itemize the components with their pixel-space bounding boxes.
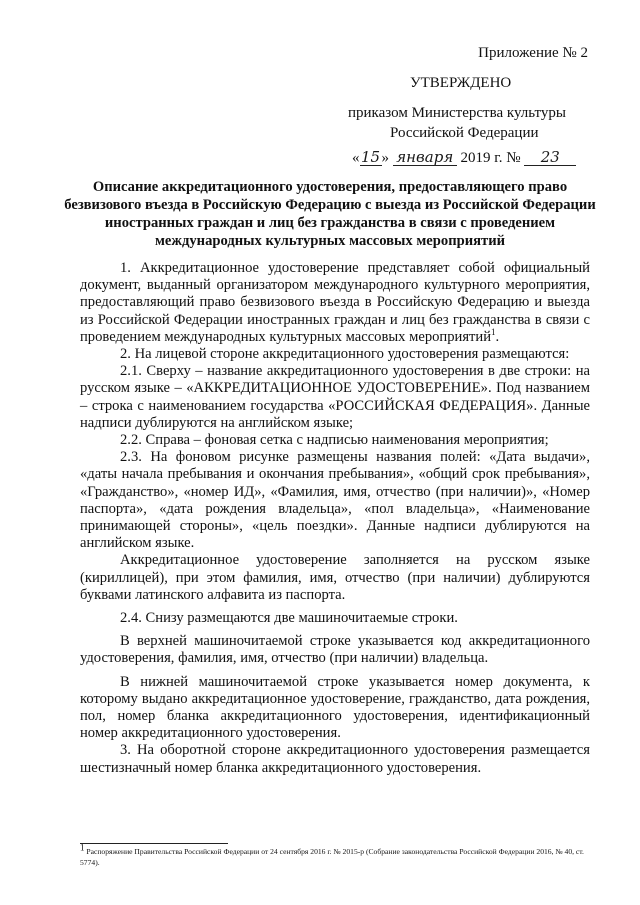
document-title: Описание аккредитационного удостоверения, предоставляющего право безвизового въезда в Российскую Федерацию с выезда из Российской Федерации иностранных граждан и лиц без гражданства в связи с проведением международных культурных массовых мероприятий <box>64 179 596 249</box>
order-line-1: приказом Министерства культуры <box>348 105 566 121</box>
paragraph-2-1: 2.1. Сверху – название аккредитационного удостоверения в две строки: на русском языке – «АККРЕДИТАЦИОННОЕ УДОСТОВЕРЕНИЕ». Под названием – строка с наименованием государства «РОССИЙСКАЯ ФЕДЕРАЦИЯ». Данные надписи дублируются на английском языке; <box>80 363 590 431</box>
paragraph-2-4: 2.4. Снизу размещаются две машиночитаемые строки. <box>120 610 458 627</box>
handwritten-day: 15 <box>360 148 381 166</box>
order-date-line <box>352 150 576 167</box>
paragraph-upper-mrz: В верхней машиночитаемой строке указывается код аккредитационного удостоверения, фамилия, имя, отчество (при наличии) владельца. <box>80 633 590 667</box>
order-year-number: 2019 г. № <box>460 150 521 166</box>
paragraph-2-3: 2.3. На фоновом рисунке размещены названия полей: «Дата выдачи», «даты начала пребывания и окончания пребывания», «общий срок пребывания», «Гражданство», «номер ИД», «Фамилия, имя, отчество (при наличии)», «Номер паспорта», «дата рождения владельца», «пол владельца», «Наименование принимающей стороны», «цель поездки». Данные надписи дублируются на английском языке. <box>80 449 590 552</box>
paragraph-2-2: 2.2. Справа – фоновая сетка с надписью наименования мероприятия; <box>120 432 549 449</box>
footnote <box>80 842 595 868</box>
footnote-text: Распоряжение Правительства Российской Федерации от 24 сентября 2016 г. № 2015-р (Собрание законодательства Российской Федерации 2016, № 40, ст. 5774). <box>80 847 584 867</box>
paragraph-1-text: 1. Аккредитационное удостоверение представляет собой официальный документ, выданный организатором международного культурного мероприятия, предоставляющий право безвизового въезда в Российскую Федерацию и выезда из Российской Федерации иностранных граждан и лиц без гражданства в связи с проведением международных культурных массовых мероприятий <box>80 260 590 345</box>
footnote-reference: 1 <box>491 326 496 337</box>
document-body <box>80 260 590 777</box>
date-open-quote: « <box>352 150 360 166</box>
approved-stamp-text: УТВЕРЖДЕНО <box>410 75 512 91</box>
appendix-label: Приложение № 2 <box>478 45 588 61</box>
footnote-marker: 1 <box>80 842 85 853</box>
paragraph-filling: Аккредитационное удостоверение заполняется на русском языке (кириллицей), при этом фамилия, имя, отчество (при наличии) дублируются буквами латинского алфавита из паспорта. <box>80 552 590 603</box>
paragraph-1: 1. Аккредитационное удостоверение представляет собой официальный документ, выданный организатором международного культурного мероприятия, предоставляющий право безвизового въезда в Российскую Федерацию и выезда из Российской Федерации иностранных граждан и лиц без гражданства в связи с проведением международных культурных массовых мероприятий$^1$. <box>80 260 590 345</box>
paragraph-3: 3. На оборотной стороне аккредитационного удостоверения размещается шестизначный номер бланка аккредитационного удостоверения. <box>80 742 590 776</box>
paragraph-2: 2. На лицевой стороне аккредитационного удостоверения размещаются: <box>120 346 570 363</box>
paragraph-lower-mrz: В нижней машиночитаемой строке указывается номер документа, к которому выдано аккредитационное удостоверение, гражданство, дата рождения, пол, номер бланка аккредитационного удостоверения, идентификационный номер аккредитационного удостоверения. <box>80 673 590 742</box>
footnote-divider <box>80 843 228 844</box>
handwritten-month: января <box>393 150 457 166</box>
date-close-quote: » <box>381 150 389 166</box>
handwritten-order-number: 23 <box>524 150 576 166</box>
order-line-2: Российской Федерации <box>390 125 539 141</box>
